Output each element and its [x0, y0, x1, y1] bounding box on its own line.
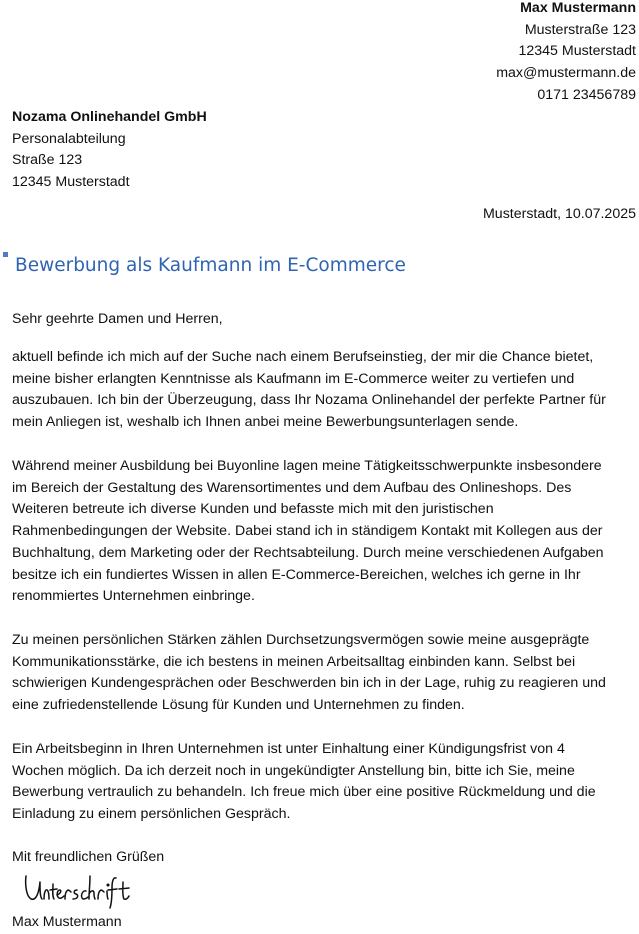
- paragraph-line: Bewerbung vertraulich zu behandeln. Ich freue mich über eine positive Rückmeldung und die: [12, 784, 596, 801]
- salutation: Sehr geehrte Damen und Herren,: [12, 311, 223, 327]
- letter-date: Musterstadt, 10.07.2025: [482, 206, 636, 222]
- recipient-street: Straße 123: [12, 152, 83, 169]
- paragraph-line: aktuell befinde ich mich auf der Suche nach einem Berufseinstieg, der mir die Chance bietet,: [12, 349, 594, 365]
- sender-email: max@mustermann.de: [496, 65, 636, 82]
- body-paragraph-4: [12, 739, 632, 826]
- handwritten-signature: [22, 866, 142, 910]
- paragraph-line: meine bisher erlangten Kenntnisse als Kaufmann im E-Commerce weiter zu vertiefen und: [12, 370, 575, 387]
- recipient-address-block: [12, 107, 207, 194]
- paragraph-line: Buchhaltung, dem Marketing oder der Rechtsabteilung. Durch meine verschiedenen Aufgaben: [12, 544, 604, 561]
- paragraph-line: im Bereich der Gestaltung des Warensortimentes und dem Aufbau des Onlineshops. Des: [12, 479, 572, 496]
- paragraph-line: Kommunikationsstärke, die ich bestens in meinen Arbeitsalltag einbinden kann. Selbst bei: [12, 653, 576, 670]
- paragraph-line: auszubauen. Ich bin der Überzeugung, dass Ihr Nozama Onlinehandel der perfekte Partner für: [12, 392, 606, 409]
- paragraph-line: schwierigen Kundengesprächen oder Beschwerden bin ich in der Lage, ruhig zu reagieren und: [12, 675, 606, 692]
- recipient-city: 12345 Musterstadt: [12, 174, 130, 191]
- recipient-company: Nozama Onlinehandel GmbH: [12, 109, 207, 125]
- closing-phrase: Mit freundlichen Grüßen: [12, 849, 165, 865]
- body-paragraph-1: [12, 347, 632, 434]
- paragraph-line: mein Anliegen ist, weshalb ich Ihnen anbei meine Bewerbungsunterlagen sende.: [12, 414, 519, 431]
- body-paragraph-2: [12, 456, 632, 608]
- paragraph-line: besitze ich ein fundiertes Wissen in allen E-Commerce-Bereichen, welches ich gerne in Ihr: [12, 566, 581, 583]
- paragraph-line: Ein Arbeitsbeginn in Ihren Unternehmen ist unter Einhaltung einer Kündigungsfrist von 4: [12, 741, 565, 757]
- sender-street: Musterstraße 123: [524, 21, 636, 38]
- paragraph-line: eine zufriedenstellende Lösung für Kunden und Unternehmen zu finden.: [12, 697, 465, 714]
- paragraph-line: Zu meinen persönlichen Stärken zählen Durchsetzungsvermögen sowie meine ausgeprägte: [12, 632, 590, 648]
- signer-name: Max Mustermann: [12, 914, 122, 930]
- recipient-department: Personalabteilung: [12, 130, 126, 147]
- paragraph-line: Rahmenbedingungen der Website. Dabei stand ich in ständigem Kontakt mit Kollegen aus der: [12, 523, 603, 540]
- paragraph-line: renommiertes Unternehmen einbringe.: [12, 588, 255, 605]
- paragraph-line: Während meiner Ausbildung bei Buyonline lagen meine Tätigkeitsschwerpunkte insbesondere: [12, 458, 602, 474]
- paragraph-line: Weiteren betreute ich diverse Kunden und befasste mich mit den juristischen: [12, 501, 494, 518]
- sender-address-block: [496, 0, 636, 107]
- subject-title: Bewerbung als Kaufmann im E-Commerce: [15, 255, 406, 276]
- paragraph-line: Wochen möglich. Da ich derzeit noch in ungekündigter Anstellung bin, bitte ich Sie, meine: [12, 762, 575, 779]
- paragraph-line: Einladung zu einem persönlichen Gespräch.: [12, 806, 291, 823]
- sender-city: 12345 Musterstadt: [518, 43, 636, 60]
- sender-name: Max Mustermann: [520, 0, 636, 16]
- sender-phone: 0171 23456789: [537, 86, 636, 103]
- body-paragraph-3: [12, 630, 632, 717]
- subject-marker: [3, 252, 8, 257]
